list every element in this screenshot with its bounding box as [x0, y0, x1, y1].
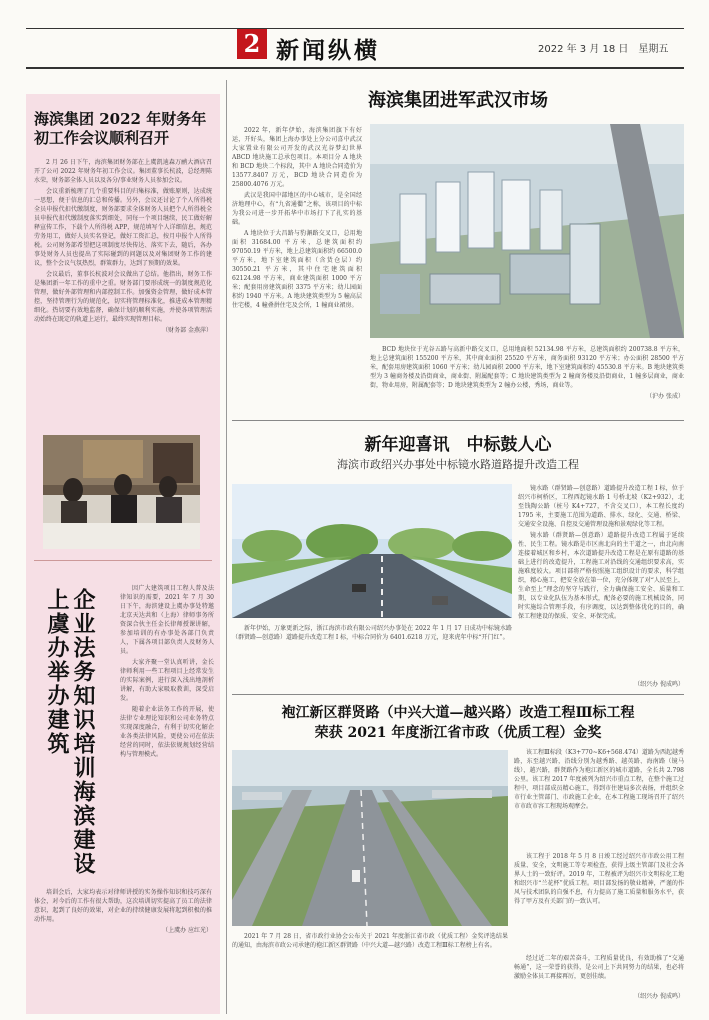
paragraph: 因广大建筑项目工程人普及法律知识的需要，2021 年 7 月 30 日下午，海滨建设上虞办事处特邀北京天达共和（上海）律师事务所资深合伙主任金长律师授课讲解，参加培训的有办事处各部门负责人，下属各项目部负责人及财务人员。	[120, 585, 214, 655]
wuhan-project-rendering	[370, 124, 684, 338]
masthead-bottom-rule	[26, 67, 684, 69]
article1-body-col2	[370, 345, 684, 401]
paragraph: 武汉是我国中部地区的中心城市，是全国经济地理中心，有“九省通衢”之称，该项目的中标为我公司进一步开拓华中市场打下了扎实的基础。	[232, 192, 362, 226]
article2-byline-wrap	[518, 680, 684, 689]
left-top-article-body	[34, 158, 212, 335]
qunxian-road-photo	[232, 750, 508, 926]
masthead-top-rule	[26, 28, 684, 29]
byline: （绍兴办 倪成鸣）	[634, 993, 684, 1000]
paragraph: 镜水路（群贤路—创意路）道路提升改造工程 I 标，位于绍兴市柯桥区，工程西起镜水路 1 号桥北坡（K2+932），北至钱陶公路（桩号 K4+727，不含交叉口），本工程长度约 1795 米，主要施工范围为道路、排水、绿化、交通、桥梁、交通安全设施、自控及交通管理设施和景观绿化等工程。	[518, 485, 684, 528]
article2-divider	[232, 694, 684, 695]
article2-headline: 新年迎喜讯 中标鼓人心	[364, 435, 552, 455]
paragraph: 随着企业法务工作的开展，使法律专业理论知识和公司业务特点实现深度融合，有利于切实化解企业各类法律风险，更使公司在依法经营的同时，依法依规规划经营结构与管理模式。	[120, 706, 214, 758]
left-bottom-headline: 企业法务知识培训海滨建设上虞办举办建筑	[44, 588, 96, 876]
jingshui-road-rendering	[232, 484, 512, 618]
paragraph: 大家齐聚一堂认真听讲，金长律师利用一些工程项目上经常发生的实际案例，进行深入浅出地剖析讲解，有助大家吸取教训，深受启发。	[120, 659, 214, 702]
article2-body-col1	[232, 624, 512, 644]
paragraph: 该工程于 2018 年 5 月 8 日竣工经过绍兴市市政公用工程质量、安全，文明施工等专项检查，获得上级主管部门及社会各界人士的一致好评。2019 年，工程被评为绍兴市文明标化工地和绍兴市“兰花杯”优质工程。项目部发扬的敬业精神，严谨的作风与技术团队的自强不息，有力提高了施工质量和服务水平，获得了甲方及有关部门的一致认可。	[514, 853, 684, 905]
paragraph: BCD 地块位于光谷五路与高新中路交叉口，总用地面积 52134.98 平方米，总建筑面积约 200738.8 平方米，地上总建筑面积 155200 平方米，其中商业面积 25520 平方米，商务面积 93120 平方米；办公面积 28500 平方米，配套用房建筑面积 1060 平方米；幼儿园面积 2000 平方米，地下室建筑面积约 45530.8 平方米。B 地块建筑类型为 3 幢商务楼及沿街商业，商业街、附属配套等；C 地块建筑类型为 2 幢商务楼及沿街商业，1 幢多层商业，商业街，物业用房，附属配套等；D 地块建筑类型为 2 幢办公楼，秀场，商业等。	[370, 346, 684, 389]
paragraph: 经过近二年的艰苦奋斗，工程质量优良，有效助推了“交通畅通”，这一荣誉的获得，是公司上下共同努力的结果，也必将激励全体员工再接再厉，更创佳绩。	[514, 955, 684, 980]
page-number-badge: 2	[237, 29, 267, 59]
left-bottom-article-body-col	[120, 584, 214, 761]
article1-body-col1	[232, 126, 362, 312]
paragraph: 2 月 26 日下午，海滨集团财务部在上虞凯迪森万鹂大酒店召开了公司 2022 年财务年初工作会议。集团董事长杭波，总经理陈水荣，财务部全体人员以及各分/事业财务人员参加会议。	[34, 159, 212, 184]
paragraph: 培训会后，大家均表示对律师讲授的实务操作知识和技巧深有体会，对今后的工作有很大帮助，这次培训切实提高了员工的法律意识，起到了良好的效果，对企业的持续健康发展将起到积极的推动作用。	[34, 889, 212, 923]
article2-subheadline: 海滨市政绍兴办事处中标镜水路道路提升改造工程	[337, 458, 579, 471]
meeting-photo	[43, 435, 200, 549]
paragraph: 2021 年 7 月 28 日，省市政行业协会公布关于 2021 年度浙江省市政（优质工程）金奖评选结果的通知，由海滨市政公司承建的袍江新区群贤路（中兴大道—越兴路）改造工程Ⅲ标工程榜上有名。	[232, 933, 508, 949]
column-separator	[226, 80, 227, 1014]
article3-body-col1	[232, 932, 508, 952]
left-divider	[34, 560, 212, 561]
byline: （沪办 张成）	[646, 393, 684, 400]
article2-body-col2	[518, 484, 684, 663]
article3-body-col2	[514, 748, 684, 1001]
byline: （绍兴办 倪成鸣）	[634, 681, 684, 688]
paragraph: 会议最后，董事长杭波对会议做出了总结。他指出，财务工作是集团新一年工作的重中之重。财务部门要形成统一的制度规范化管理，做好外部管理和内部控制工作。加强资金管理，做好成本管控，坚持管理行为的规范化，切实将管理标准化，推进成本管理精细化。热切要有效地监督，确保计划的顺利实施，并使各项管理活动始终在既定的轨道上运行，最终实现管理目标。	[34, 271, 212, 323]
left-top-headline: 海滨集团 2022 年财务年初工作会议顺利召开	[34, 110, 207, 147]
issue-date: 2022 年 3 月 18 日 星期五	[538, 44, 669, 55]
paragraph: 该工程Ⅲ标段（K3+770~K6+568.474）道路为西起越秀路，东至越兴路，沿线分别为越秀路、越英路、海南路（镜马线），越兴路，群贤路作为袍江新区的城市道路，全长共 2.798 公里。该工程 2017 年度被列为绍兴市重点工程，在整个施工过程中，项目部成员精心施工，得到市住建局多次表扬，并组织全市行业主管部门、市政施工企业，在本工程施工现场召开了绍兴市市政市容工程现场观摩会。	[514, 749, 684, 810]
paragraph: A 地块位于大昌路与豹澥路交叉口，总用地面积 31684.00 平方米，总建筑面积约 97050.19 平方米，地上总建筑面积约 66500.0 平方米，地下室建筑面积（含货仓层）约 30550.21 平方米，其中住宅建筑面积 62124.98 平方米，商业建筑面积 1000 平方米；配套用房建筑面积 3375 平方米；幼儿园面积约 1940 平方米。A 地块建筑类型为 5 幢高层住宅楼，4 幢叠拼住宅及会所，1 幢商业裙房。	[232, 230, 362, 309]
byline: （财务部 金燕萍）	[162, 327, 212, 334]
article3-headline-line2: 荣获 2021 年度浙江省市政（优质工程）金奖	[314, 725, 602, 741]
paragraph: 会议重新梳理了几个重要科目的归集标准，做账原则，达成统一思想，便于信息的汇总和传播。另外，会议还讨论了个人所得税全员申报代扣代缴制度，财务部要求全体财务人员把个人所得税全员申报代扣代缴制度落实到细处，同每一个项目继续，民工做好解释宣传工作，下载个人所得税 APP，规范填写个人详细信息，规范劳务用工，做好人员实名登记，做好工资汇总，按月申报个人所得税。公司财务部希望把这项制度尽快传达、落实下去，随后，各办事处财务人员也提出了实际碰到的问题以及对集团财务工作的建议，整个会议气氛热烈，群策群力，达到了预期的效果。	[34, 188, 212, 267]
byline: （上虞办 应红光）	[162, 927, 212, 934]
article1-headline: 海滨集团进军武汉市场	[368, 90, 548, 111]
article1-divider	[232, 420, 684, 421]
paragraph: 新年伊始，万象更新之际，浙江海滨市政有限公司绍兴办事处在 2022 年 1 月 17 日成功中标镜水路（群贤路—创意路）道路提升改造工程 I 标，中标合同价为 6401.6218 万元，迎来虎年中标“开门红”。	[232, 625, 512, 641]
paragraph: 镜水路（群贤路—创意路）道路提升改造工程属于延续性、民生工程。镜水路是市区南北向的主干道之一，由北向南连接着城区和乡村，本次道路提升改造工程是在原有道路的基础上进行的改造提升，工程施工对沿线的交通组织要求高，实施难度较大。项目部将严格按照施工组织设计的要求，科学组织，精心施工，把安全放在第一位，充分体现了对“人民至上，生命至上”理念的坚守与践行，全力确保施工安全、质量和工期，以专业化队伍为基本形式，配备必要的施工机械设备，同时实施综合管理手段，有序调度，以达到整体优化的目的，确保工程建设的保质、安全、环保完成。	[518, 532, 684, 620]
paragraph: 2022 年，新年伊始，海滨集团旗下有好运，开好头，集团上海办事处上分公司喜中武汉大家置业有限公司开发的武汉光谷梦幻世界 ABCD 地块施工总承包项目。本项目分 A 地块和 BCD 地块二个标段，其中 A 地块合同造价为 13577.8407 万元，BCD 地块合同造价为 25800.4076 万元。	[232, 127, 362, 188]
section-title: 新闻纵横	[276, 37, 380, 64]
left-bottom-article-body-wide	[34, 888, 212, 935]
article3-headline-line1: 袍江新区群贤路（中兴大道—越兴路）改造工程Ⅲ标工程	[281, 705, 635, 721]
